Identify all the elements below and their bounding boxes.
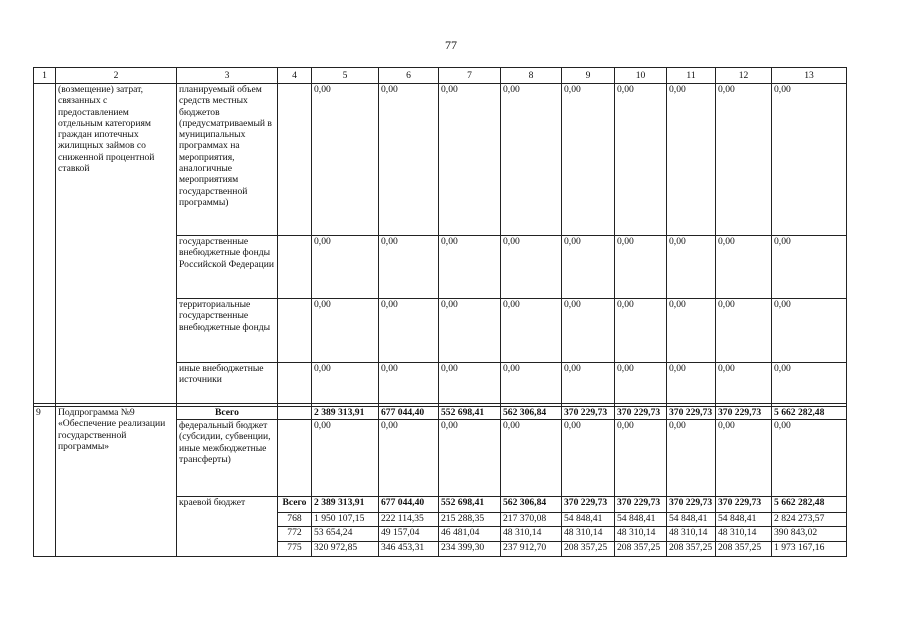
value-cell: 222 114,35 bbox=[379, 513, 439, 527]
value-cell: 46 481,04 bbox=[439, 527, 501, 542]
code-cell bbox=[278, 84, 312, 236]
total-value-cell: 370 229,73 bbox=[716, 497, 772, 513]
col-header: 7 bbox=[439, 68, 501, 84]
code-cell: 775 bbox=[278, 542, 312, 557]
funding-source-cell: государственные внебюджетные фонды Российской Федерации bbox=[177, 236, 278, 299]
total-value-cell: 562 306,84 bbox=[501, 407, 562, 420]
value-cell: 0,00 bbox=[667, 84, 716, 236]
value-cell: 53 654,24 bbox=[312, 527, 379, 542]
value-cell: 0,00 bbox=[615, 236, 667, 299]
value-cell: 0,00 bbox=[562, 363, 615, 404]
value-cell: 217 370,08 bbox=[501, 513, 562, 527]
code-cell bbox=[278, 420, 312, 497]
total-value-cell: 5 662 282,48 bbox=[772, 497, 847, 513]
value-cell: 208 357,25 bbox=[615, 542, 667, 557]
value-cell: 0,00 bbox=[667, 236, 716, 299]
value-cell: 0,00 bbox=[716, 420, 772, 497]
value-cell: 208 357,25 bbox=[716, 542, 772, 557]
value-cell: 320 972,85 bbox=[312, 542, 379, 557]
total-value-cell: 677 044,40 bbox=[379, 407, 439, 420]
budget-table bbox=[33, 67, 847, 557]
value-cell: 0,00 bbox=[772, 299, 847, 363]
col-header: 1 bbox=[34, 68, 56, 84]
value-cell: 0,00 bbox=[716, 84, 772, 236]
total-value-cell: 2 389 313,91 bbox=[312, 497, 379, 513]
row-number-cell: 9 bbox=[34, 407, 56, 557]
total-value-cell: 370 229,73 bbox=[615, 407, 667, 420]
value-cell: 0,00 bbox=[379, 84, 439, 236]
value-cell: 390 843,02 bbox=[772, 527, 847, 542]
col-header: 8 bbox=[501, 68, 562, 84]
row-number-cell bbox=[34, 84, 56, 404]
value-cell: 0,00 bbox=[562, 299, 615, 363]
value-cell: 0,00 bbox=[667, 420, 716, 497]
value-cell: 2 824 273,57 bbox=[772, 513, 847, 527]
value-cell: 0,00 bbox=[615, 84, 667, 236]
total-label-cell: Всего bbox=[278, 497, 312, 513]
value-cell: 0,00 bbox=[562, 84, 615, 236]
funding-source-cell: территориальные государственные внебюджетные фонды bbox=[177, 299, 278, 363]
value-cell: 0,00 bbox=[501, 84, 562, 236]
value-cell: 0,00 bbox=[379, 363, 439, 404]
value-cell: 48 310,14 bbox=[667, 527, 716, 542]
value-cell: 0,00 bbox=[379, 236, 439, 299]
value-cell: 0,00 bbox=[439, 84, 501, 236]
value-cell: 0,00 bbox=[772, 236, 847, 299]
table-row bbox=[34, 84, 847, 236]
value-cell: 0,00 bbox=[312, 84, 379, 236]
col-header: 11 bbox=[667, 68, 716, 84]
value-cell: 346 453,31 bbox=[379, 542, 439, 557]
value-cell: 54 848,41 bbox=[562, 513, 615, 527]
col-header: 13 bbox=[772, 68, 847, 84]
code-cell bbox=[278, 407, 312, 420]
code-cell bbox=[278, 363, 312, 404]
value-cell: 49 157,04 bbox=[379, 527, 439, 542]
total-label-cell: Всего bbox=[177, 407, 278, 420]
total-value-cell: 2 389 313,91 bbox=[312, 407, 379, 420]
subprogram-name-cell: Подпрограмма №9 «Обеспечение реализации государственной программы» bbox=[56, 407, 177, 557]
value-cell: 0,00 bbox=[439, 363, 501, 404]
value-cell: 0,00 bbox=[501, 236, 562, 299]
value-cell: 0,00 bbox=[379, 299, 439, 363]
value-cell: 0,00 bbox=[772, 363, 847, 404]
value-cell: 0,00 bbox=[772, 84, 847, 236]
value-cell: 0,00 bbox=[615, 363, 667, 404]
col-header: 2 bbox=[56, 68, 177, 84]
value-cell: 237 912,70 bbox=[501, 542, 562, 557]
value-cell: 0,00 bbox=[439, 299, 501, 363]
value-cell: 208 357,25 bbox=[562, 542, 615, 557]
code-cell: 768 bbox=[278, 513, 312, 527]
value-cell: 0,00 bbox=[501, 363, 562, 404]
value-cell: 0,00 bbox=[501, 299, 562, 363]
value-cell: 0,00 bbox=[716, 236, 772, 299]
page-number: 77 bbox=[445, 38, 457, 52]
total-value-cell: 552 698,41 bbox=[439, 407, 501, 420]
funding-source-cell: краевой бюджет bbox=[177, 497, 278, 557]
total-value-cell: 562 306,84 bbox=[501, 497, 562, 513]
value-cell: 0,00 bbox=[439, 420, 501, 497]
value-cell: 1 973 167,16 bbox=[772, 542, 847, 557]
value-cell: 0,00 bbox=[312, 363, 379, 404]
value-cell: 54 848,41 bbox=[716, 513, 772, 527]
col-header: 12 bbox=[716, 68, 772, 84]
total-value-cell: 370 229,73 bbox=[716, 407, 772, 420]
value-cell: 0,00 bbox=[379, 420, 439, 497]
col-header: 9 bbox=[562, 68, 615, 84]
code-cell: 772 bbox=[278, 527, 312, 542]
total-value-cell: 677 044,40 bbox=[379, 497, 439, 513]
value-cell: 0,00 bbox=[312, 236, 379, 299]
value-cell: 48 310,14 bbox=[615, 527, 667, 542]
column-number-row bbox=[34, 68, 847, 84]
value-cell: 54 848,41 bbox=[615, 513, 667, 527]
value-cell: 48 310,14 bbox=[716, 527, 772, 542]
value-cell: 54 848,41 bbox=[667, 513, 716, 527]
total-value-cell: 5 662 282,48 bbox=[772, 407, 847, 420]
total-value-cell: 552 698,41 bbox=[439, 497, 501, 513]
total-value-cell: 370 229,73 bbox=[667, 497, 716, 513]
value-cell: 0,00 bbox=[667, 363, 716, 404]
value-cell: 0,00 bbox=[615, 420, 667, 497]
value-cell: 0,00 bbox=[501, 420, 562, 497]
total-value-cell: 370 229,73 bbox=[667, 407, 716, 420]
value-cell: 1 950 107,15 bbox=[312, 513, 379, 527]
value-cell: 208 357,25 bbox=[667, 542, 716, 557]
value-cell: 234 399,30 bbox=[439, 542, 501, 557]
funding-source-cell: федеральный бюджет (субсидии, субвенции, иные межбюджетные трансферты) bbox=[177, 420, 278, 497]
value-cell: 0,00 bbox=[312, 420, 379, 497]
value-cell: 0,00 bbox=[562, 420, 615, 497]
col-header: 3 bbox=[177, 68, 278, 84]
funding-source-cell: иные внебюджетные источники bbox=[177, 363, 278, 404]
table-row bbox=[34, 407, 847, 420]
value-cell: 0,00 bbox=[439, 236, 501, 299]
value-cell: 0,00 bbox=[615, 299, 667, 363]
value-cell: 215 288,35 bbox=[439, 513, 501, 527]
code-cell bbox=[278, 236, 312, 299]
col-header: 10 bbox=[615, 68, 667, 84]
value-cell: 48 310,14 bbox=[562, 527, 615, 542]
funding-source-cell: планируемый объем средств местных бюджетов (предусматриваемый в муниципальных программах на мероприятия, аналогичные мероприятиям государственной программы) bbox=[177, 84, 278, 236]
event-name-cell: (возмещение) затрат, связанных с предоставлением отдельным категориям граждан ипотечных жилищных займов со сниженной процентной ставкой bbox=[56, 84, 177, 404]
col-header: 4 bbox=[278, 68, 312, 84]
value-cell: 0,00 bbox=[312, 299, 379, 363]
total-value-cell: 370 229,73 bbox=[615, 497, 667, 513]
col-header: 6 bbox=[379, 68, 439, 84]
value-cell: 0,00 bbox=[716, 299, 772, 363]
value-cell: 48 310,14 bbox=[501, 527, 562, 542]
total-value-cell: 370 229,73 bbox=[562, 407, 615, 420]
col-header: 5 bbox=[312, 68, 379, 84]
value-cell: 0,00 bbox=[667, 299, 716, 363]
value-cell: 0,00 bbox=[716, 363, 772, 404]
total-value-cell: 370 229,73 bbox=[562, 497, 615, 513]
value-cell: 0,00 bbox=[562, 236, 615, 299]
code-cell bbox=[278, 299, 312, 363]
value-cell: 0,00 bbox=[772, 420, 847, 497]
